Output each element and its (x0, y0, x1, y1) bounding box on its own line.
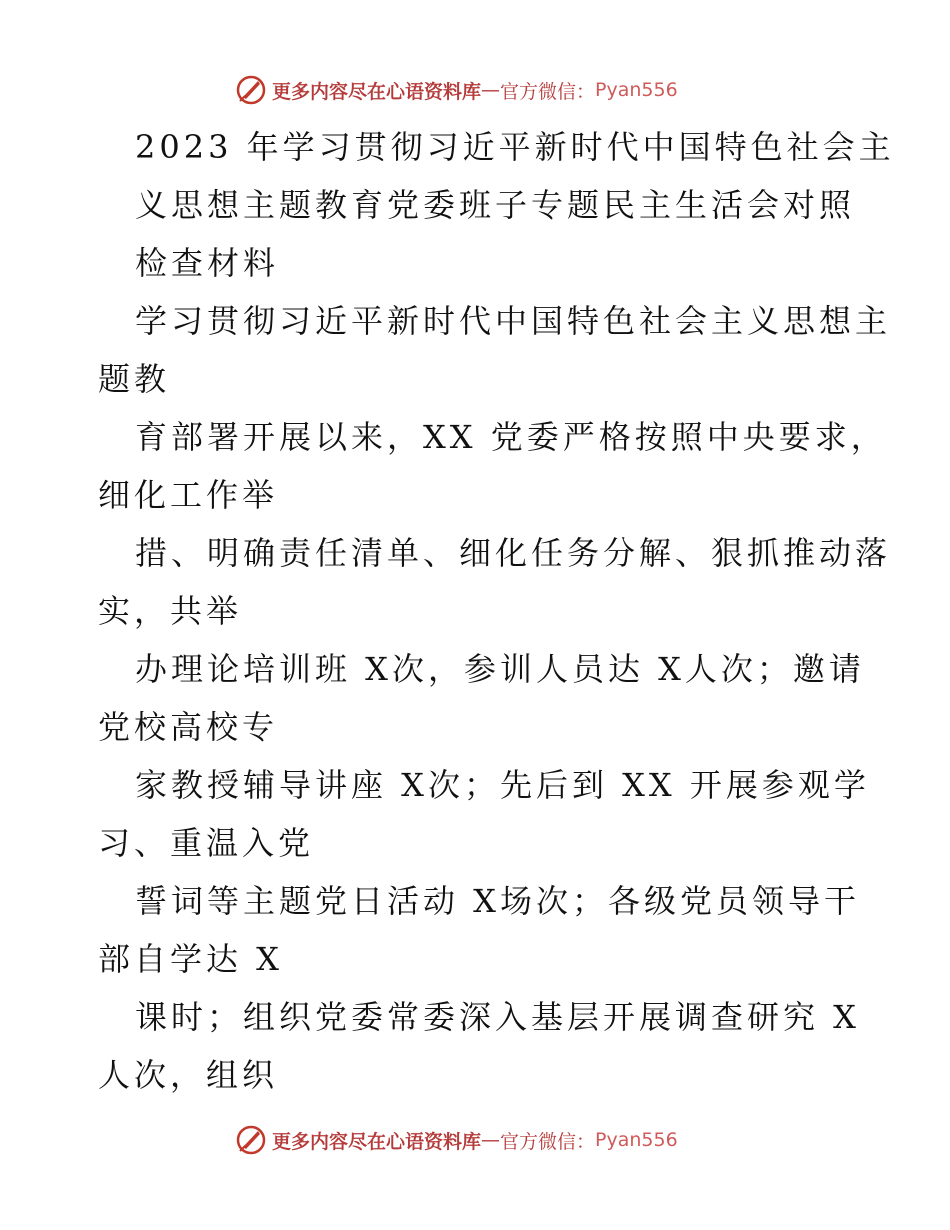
banner-wechat-id: Pyan556 (595, 1129, 678, 1151)
quill-logo-icon (234, 1123, 268, 1157)
banner-title: 更多内容尽在心语资料库 (272, 1130, 482, 1153)
body-line: 实，共举 (98, 592, 243, 630)
body-line: 细化工作举 (98, 476, 279, 514)
banner-separator: — (481, 1129, 501, 1151)
banner-wechat-id: Pyan556 (595, 79, 678, 101)
title-line-2: 义思想主题教育党委班子专题民主生活会对照 (135, 186, 856, 224)
banner-wechat-label: 官方微信： (500, 80, 596, 103)
title-line-1: 2023 年学习贯彻习近平新时代中国特色社会主 (135, 128, 895, 166)
banner-separator: — (481, 79, 501, 101)
body-line: 党校高校专 (98, 708, 279, 746)
footer-banner (234, 1120, 678, 1160)
header-banner (234, 70, 678, 110)
title-line-3: 检查材料 (135, 244, 280, 282)
banner-wechat-label: 官方微信： (500, 1130, 596, 1153)
body-line: 办理论培训班 X次，参训人员达 X人次；邀请 (135, 650, 865, 688)
quill-logo-icon (234, 73, 268, 107)
body-line: 学习贯彻习近平新时代中国特色社会主义思想主 (135, 302, 892, 340)
body-line: 人次，组织 (98, 1056, 279, 1094)
banner-title: 更多内容尽在心语资料库 (272, 80, 482, 103)
body-line: 课时；组织党委常委深入基层开展调查研究 X (135, 998, 860, 1036)
body-line: 习、重温入党 (98, 824, 315, 862)
body-line: 家教授辅导讲座 X次；先后到 XX 开展参观学 (135, 766, 870, 804)
body-line: 题教 (98, 360, 171, 398)
body-line: 措、明确责任清单、细化任务分解、狠抓推动落 (135, 534, 892, 572)
body-line: 部自学达 X (98, 940, 283, 978)
body-line: 育部署开展以来，XX 党委严格按照中央要求， (135, 418, 887, 456)
body-line: 誓词等主题党日活动 X场次；各级党员领导干 (135, 882, 860, 920)
